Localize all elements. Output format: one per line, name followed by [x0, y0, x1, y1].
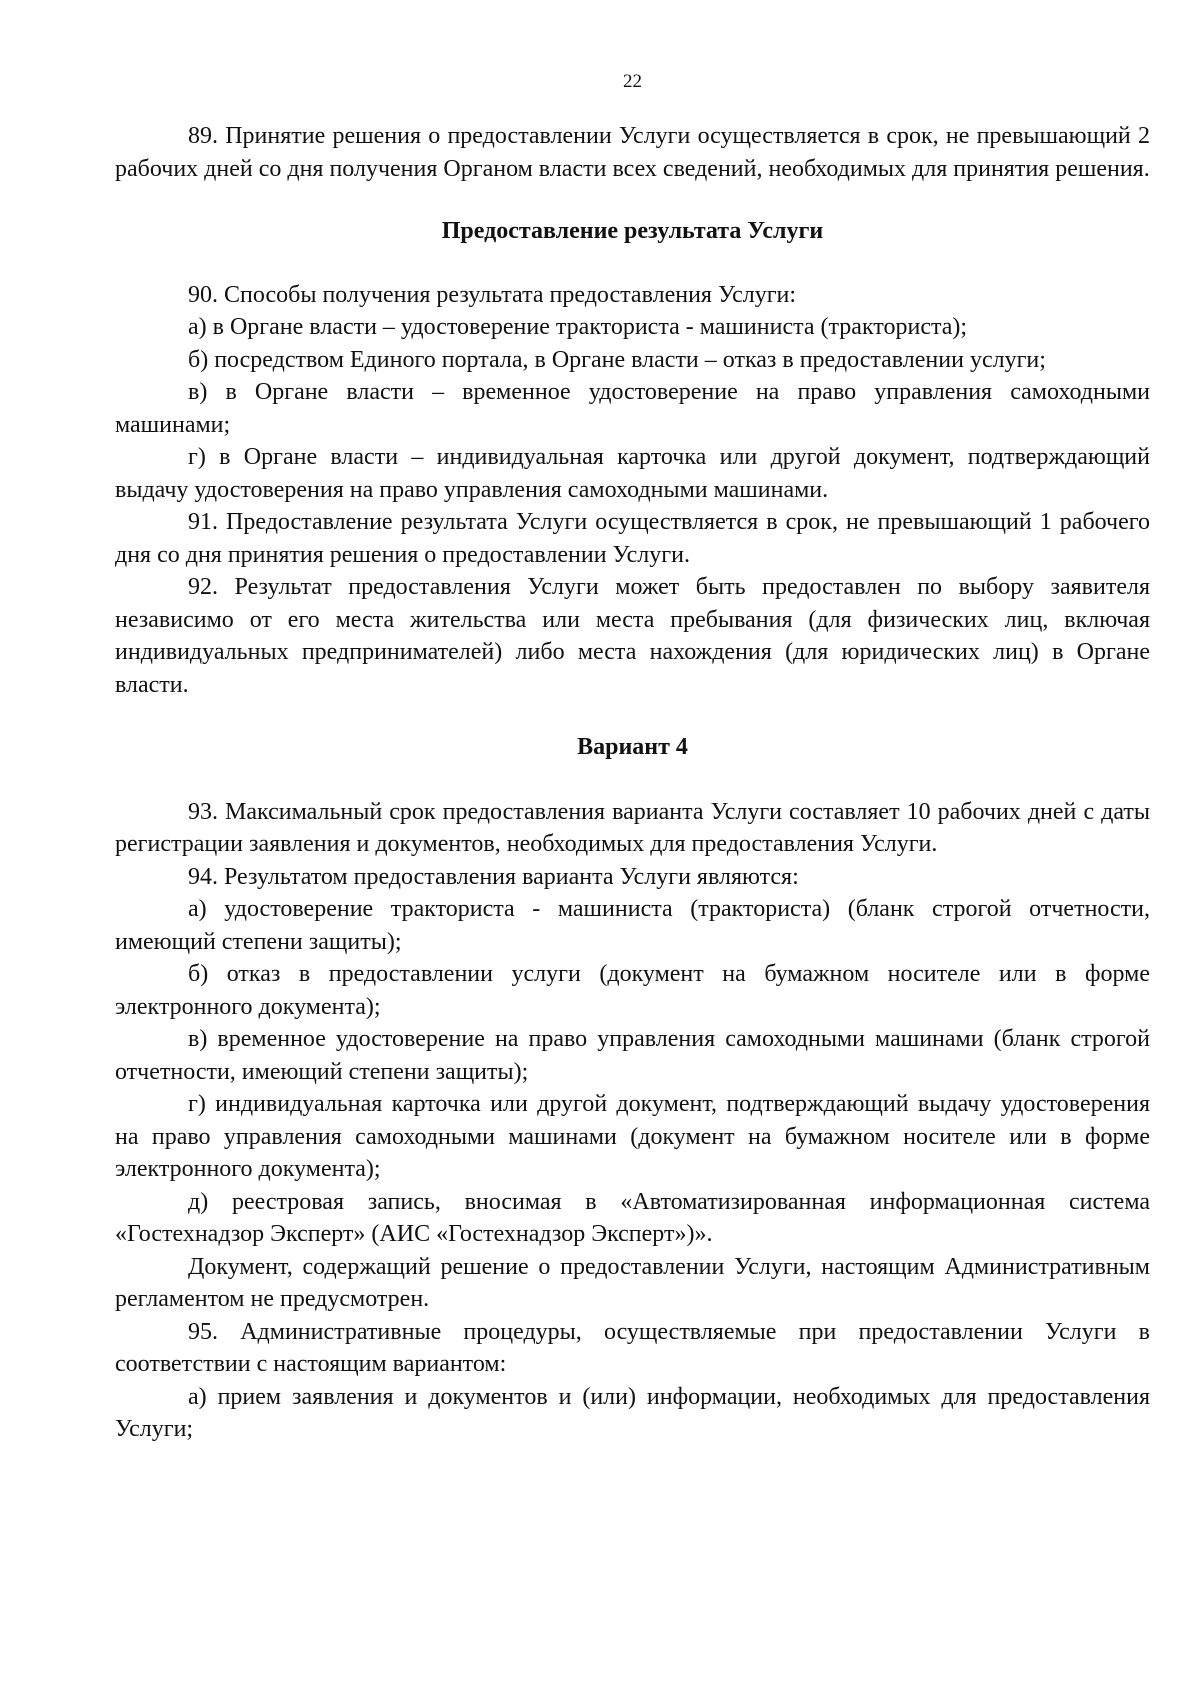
paragraph-90-b: б) посредством Единого портала, в Органе власти – отказ в предоставлении услуги; — [188, 346, 1046, 373]
paragraph-90-v: в) в Органе власти – временное удостоверение на право управления самоходными машинами; — [115, 379, 1150, 438]
paragraph-90-g: г) в Органе власти – индивидуальная карточка или другой документ, подтверждающий выдачу удостоверения на право управления самоходными машинами. — [115, 444, 1150, 503]
paragraph-94-g: г) индивидуальная карточка или другой документ, подтверждающий выдачу удостоверения на право управления самоходными машинами (документ на бумажном носителе или в форме электронного документа); — [115, 1091, 1150, 1182]
paragraph-95: 95. Административные процедуры, осуществляемые при предоставлении Услуги в соответствии с настоящим вариантом: — [115, 1318, 1150, 1377]
paragraph-91: 91. Предоставление результата Услуги осуществляется в срок, не превышающий 1 рабочего дня со дня принятия решения о предоставлении Услуги. — [115, 509, 1150, 568]
paragraph-93: 93. Максимальный срок предоставления варианта Услуги составляет 10 рабочих дней с даты регистрации заявления и документов, необходимых для предоставления Услуги. — [115, 798, 1150, 857]
document-page — [115, 0, 1150, 1697]
paragraph-94-note: Документ, содержащий решение о предоставлении Услуги, настоящим Административным регламентом не предусмотрен. — [115, 1253, 1150, 1312]
document-body — [115, 120, 1150, 1446]
paragraph-94-d: д) реестровая запись, вносимая в «Автоматизированная информационная система «Гостехнадзор Эксперт» (АИС «Гостехнадзор Эксперт»)». — [115, 1188, 1150, 1247]
paragraph-90: 90. Способы получения результата предоставления Услуги: — [188, 281, 797, 308]
paragraph-92: 92. Результат предоставления Услуги может быть предоставлен по выбору заявителя независимо от его места жительства или места пребывания (для физических лиц, включая индивидуальных предпринимателей) либо места нахождения (для юридических лиц) в Органе власти. — [115, 574, 1150, 698]
paragraph-89: 89. Принятие решения о предоставлении Услуги осуществляется в срок, не превышающий 2 рабочих дней со дня получения Органом власти всех сведений, необходимых для принятия решения. — [115, 123, 1150, 182]
page-number: 22 — [623, 71, 642, 92]
paragraph-95-a: а) прием заявления и документов и (или) информации, необходимых для предоставления Услуги; — [115, 1383, 1150, 1442]
section-heading-result: Предоставление результата Услуги — [441, 218, 824, 244]
paragraph-94-v: в) временное удостоверение на право управления самоходными машинами (бланк строгой отчетности, имеющий степени защиты); — [115, 1026, 1150, 1085]
section-heading-variant-4: Вариант 4 — [577, 734, 688, 760]
paragraph-94-b: б) отказ в предоставлении услуги (документ на бумажном носителе или в форме электронного документа); — [115, 961, 1150, 1020]
paragraph-90-a: а) в Органе власти – удостоверение тракториста - машиниста (тракториста); — [188, 314, 968, 340]
paragraph-94-a: а) удостоверение тракториста - машиниста (тракториста) (бланк строгой отчетности, имеющий степени защиты); — [115, 896, 1150, 955]
paragraph-94: 94. Результатом предоставления варианта Услуги являются: — [188, 863, 799, 890]
